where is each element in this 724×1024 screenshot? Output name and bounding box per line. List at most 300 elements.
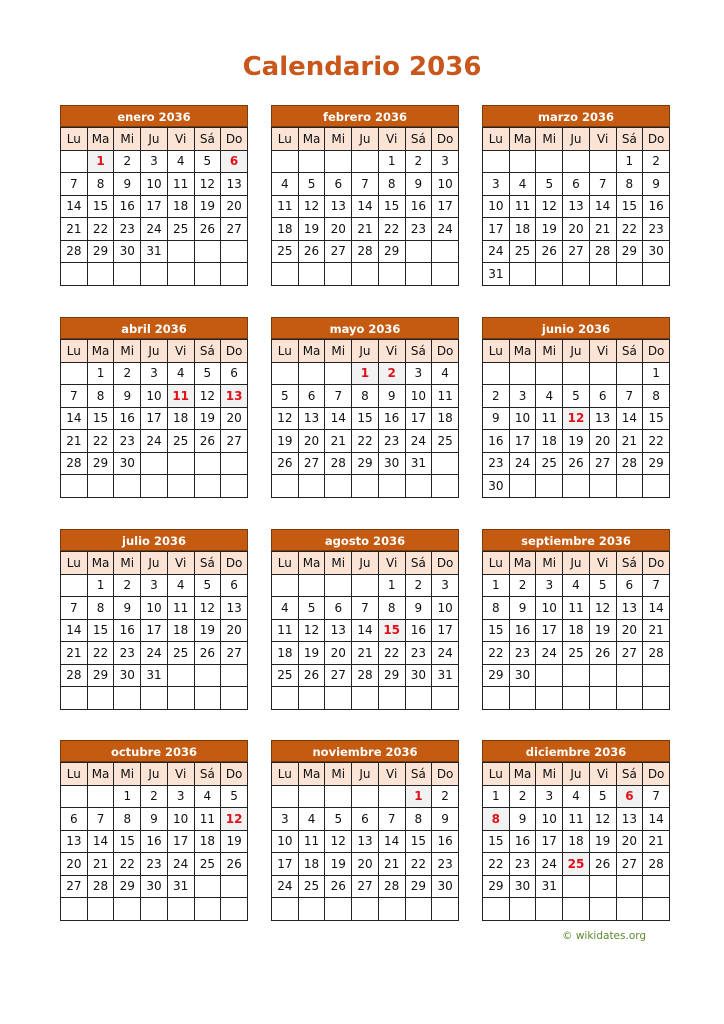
- month-block: [482, 529, 670, 710]
- day-cell: 14: [616, 407, 643, 430]
- day-cell: 4: [563, 574, 590, 597]
- day-cell: 13: [616, 597, 643, 620]
- day-cell: 11: [194, 808, 221, 831]
- week-row: [272, 362, 459, 385]
- week-row: [483, 263, 670, 286]
- day-cell: 31: [432, 664, 459, 687]
- weekday-header: Sá: [194, 128, 221, 151]
- day-cell: 8: [87, 173, 114, 196]
- day-cell: 22: [483, 642, 510, 665]
- day-cell: 16: [114, 619, 141, 642]
- day-cell: 26: [536, 240, 563, 263]
- empty-day-cell: [325, 898, 352, 921]
- weekday-header: Ma: [298, 763, 325, 786]
- day-cell: 29: [87, 452, 114, 475]
- day-cell: 21: [616, 430, 643, 453]
- day-cell: 7: [643, 785, 670, 808]
- weekday-header: Ju: [352, 340, 379, 363]
- day-cell: 26: [298, 240, 325, 263]
- day-cell: 26: [589, 853, 616, 876]
- week-row: [483, 642, 670, 665]
- empty-day-cell: [272, 362, 299, 385]
- day-cell: 23: [405, 642, 432, 665]
- day-cell: 14: [378, 830, 405, 853]
- weekday-header: Vi: [167, 552, 194, 575]
- month-block: [60, 740, 248, 921]
- day-cell: 13: [61, 830, 88, 853]
- day-cell: 29: [114, 875, 141, 898]
- empty-day-cell: [509, 475, 536, 498]
- month-title: agosto 2036: [271, 529, 459, 551]
- empty-day-cell: [589, 475, 616, 498]
- day-cell: 16: [432, 830, 459, 853]
- day-cell: 27: [616, 642, 643, 665]
- empty-day-cell: [536, 664, 563, 687]
- empty-day-cell: [114, 475, 141, 498]
- weekday-header: Do: [643, 763, 670, 786]
- day-cell: 7: [378, 808, 405, 831]
- empty-day-cell: [563, 263, 590, 286]
- day-cell: 18: [194, 830, 221, 853]
- empty-day-cell: [405, 240, 432, 263]
- empty-day-cell: [87, 475, 114, 498]
- empty-day-cell: [563, 898, 590, 921]
- empty-day-cell: [141, 687, 168, 710]
- empty-day-cell: [167, 664, 194, 687]
- day-cell: 28: [352, 240, 379, 263]
- day-cell: 13: [352, 830, 379, 853]
- day-cell: 6: [325, 597, 352, 620]
- empty-day-cell: [221, 664, 248, 687]
- holiday-day-cell: 11: [167, 385, 194, 408]
- day-cell: 10: [141, 597, 168, 620]
- day-cell: 21: [589, 218, 616, 241]
- empty-day-cell: [352, 898, 379, 921]
- day-cell: 5: [325, 808, 352, 831]
- week-row: [272, 664, 459, 687]
- empty-day-cell: [536, 150, 563, 173]
- day-cell: 11: [563, 597, 590, 620]
- week-row: [61, 452, 248, 475]
- day-cell: 5: [563, 385, 590, 408]
- day-cell: 27: [589, 452, 616, 475]
- day-cell: 1: [643, 362, 670, 385]
- week-row: [272, 195, 459, 218]
- day-cell: 7: [643, 574, 670, 597]
- day-cell: 20: [616, 619, 643, 642]
- empty-day-cell: [536, 362, 563, 385]
- day-cell: 16: [114, 195, 141, 218]
- holiday-day-cell: 1: [352, 362, 379, 385]
- empty-day-cell: [61, 475, 88, 498]
- empty-day-cell: [221, 898, 248, 921]
- day-cell: 4: [167, 574, 194, 597]
- week-row: [61, 195, 248, 218]
- day-cell: 16: [405, 619, 432, 642]
- weekday-header: Sá: [405, 128, 432, 151]
- day-cell: 13: [616, 808, 643, 831]
- empty-day-cell: [61, 687, 88, 710]
- month-title: diciembre 2036: [482, 740, 670, 762]
- week-row: [61, 407, 248, 430]
- week-row: [272, 263, 459, 286]
- day-cell: 27: [616, 853, 643, 876]
- day-cell: 14: [643, 597, 670, 620]
- day-cell: 3: [432, 574, 459, 597]
- day-cell: 3: [272, 808, 299, 831]
- empty-day-cell: [61, 574, 88, 597]
- day-cell: 31: [405, 452, 432, 475]
- day-cell: 22: [616, 218, 643, 241]
- empty-day-cell: [536, 263, 563, 286]
- day-cell: 12: [272, 407, 299, 430]
- week-row: [61, 664, 248, 687]
- weekday-header: Sá: [405, 340, 432, 363]
- day-cell: 25: [194, 853, 221, 876]
- weekday-header: Mi: [325, 552, 352, 575]
- weekday-header: Mi: [114, 128, 141, 151]
- day-cell: 27: [221, 218, 248, 241]
- day-cell: 13: [298, 407, 325, 430]
- day-cell: 19: [563, 430, 590, 453]
- empty-day-cell: [272, 898, 299, 921]
- week-row: [272, 173, 459, 196]
- empty-day-cell: [61, 785, 88, 808]
- day-cell: 30: [114, 240, 141, 263]
- day-cell: 5: [194, 362, 221, 385]
- empty-day-cell: [167, 240, 194, 263]
- day-cell: 18: [563, 830, 590, 853]
- week-row: [483, 240, 670, 263]
- day-cell: 28: [378, 875, 405, 898]
- day-cell: 21: [325, 430, 352, 453]
- weekday-header: Sá: [194, 552, 221, 575]
- holiday-day-cell: 2: [378, 362, 405, 385]
- month-block: [60, 105, 248, 286]
- day-cell: 11: [563, 808, 590, 831]
- day-cell: 28: [61, 240, 88, 263]
- day-cell: 16: [509, 830, 536, 853]
- day-cell: 18: [432, 407, 459, 430]
- day-cell: 5: [298, 173, 325, 196]
- day-cell: 9: [405, 173, 432, 196]
- week-row: [483, 853, 670, 876]
- day-cell: 8: [352, 385, 379, 408]
- empty-day-cell: [616, 263, 643, 286]
- empty-day-cell: [167, 263, 194, 286]
- holiday-day-cell: 15: [378, 619, 405, 642]
- day-cell: 29: [616, 240, 643, 263]
- day-cell: 3: [141, 574, 168, 597]
- day-cell: 16: [483, 430, 510, 453]
- empty-day-cell: [61, 150, 88, 173]
- day-cell: 28: [87, 875, 114, 898]
- day-cell: 19: [298, 642, 325, 665]
- day-cell: 17: [432, 619, 459, 642]
- empty-day-cell: [325, 362, 352, 385]
- empty-day-cell: [194, 240, 221, 263]
- day-cell: 5: [589, 785, 616, 808]
- day-cell: 8: [378, 597, 405, 620]
- day-cell: 22: [87, 218, 114, 241]
- month-table: [482, 551, 670, 710]
- empty-day-cell: [352, 150, 379, 173]
- week-row: [272, 619, 459, 642]
- day-cell: 23: [114, 430, 141, 453]
- day-cell: 12: [194, 173, 221, 196]
- day-cell: 18: [167, 407, 194, 430]
- empty-day-cell: [221, 452, 248, 475]
- day-cell: 11: [509, 195, 536, 218]
- empty-day-cell: [298, 687, 325, 710]
- week-row: [483, 808, 670, 831]
- month-title: octubre 2036: [60, 740, 248, 762]
- day-cell: 25: [432, 430, 459, 453]
- month-table: [60, 127, 248, 286]
- holiday-day-cell: 25: [563, 853, 590, 876]
- empty-day-cell: [194, 687, 221, 710]
- day-cell: 14: [61, 407, 88, 430]
- day-cell: 31: [141, 240, 168, 263]
- day-cell: 18: [563, 619, 590, 642]
- week-row: [61, 173, 248, 196]
- empty-day-cell: [298, 150, 325, 173]
- day-cell: 12: [536, 195, 563, 218]
- day-cell: 30: [432, 875, 459, 898]
- day-cell: 14: [643, 808, 670, 831]
- weekday-header: Ma: [509, 552, 536, 575]
- empty-day-cell: [141, 898, 168, 921]
- day-cell: 28: [352, 664, 379, 687]
- day-cell: 15: [87, 407, 114, 430]
- empty-day-cell: [87, 898, 114, 921]
- day-cell: 20: [221, 195, 248, 218]
- weekday-header: Mi: [536, 128, 563, 151]
- day-cell: 19: [589, 619, 616, 642]
- weekday-header: Ju: [352, 552, 379, 575]
- month-block: [482, 105, 670, 286]
- day-cell: 29: [87, 664, 114, 687]
- day-cell: 6: [221, 574, 248, 597]
- weekday-header: Do: [643, 552, 670, 575]
- day-cell: 6: [589, 385, 616, 408]
- day-cell: 14: [87, 830, 114, 853]
- day-cell: 9: [405, 597, 432, 620]
- day-cell: 25: [563, 642, 590, 665]
- empty-day-cell: [432, 263, 459, 286]
- day-cell: 27: [325, 240, 352, 263]
- day-cell: 3: [167, 785, 194, 808]
- month-block: [60, 317, 248, 498]
- day-cell: 16: [114, 407, 141, 430]
- day-cell: 28: [589, 240, 616, 263]
- empty-day-cell: [325, 150, 352, 173]
- day-cell: 18: [272, 218, 299, 241]
- weekday-header: Ma: [87, 128, 114, 151]
- weekday-header: Vi: [378, 552, 405, 575]
- week-row: [61, 687, 248, 710]
- empty-day-cell: [378, 475, 405, 498]
- week-row: [272, 853, 459, 876]
- empty-day-cell: [325, 785, 352, 808]
- day-cell: 19: [298, 218, 325, 241]
- empty-day-cell: [272, 263, 299, 286]
- empty-day-cell: [298, 574, 325, 597]
- weekday-header: Ju: [141, 128, 168, 151]
- day-cell: 19: [194, 195, 221, 218]
- month-table: [482, 339, 670, 498]
- day-cell: 4: [536, 385, 563, 408]
- weekday-header: Mi: [114, 340, 141, 363]
- day-cell: 29: [405, 875, 432, 898]
- day-cell: 24: [141, 642, 168, 665]
- day-cell: 4: [509, 173, 536, 196]
- day-cell: 19: [536, 218, 563, 241]
- empty-day-cell: [405, 475, 432, 498]
- day-cell: 6: [616, 574, 643, 597]
- day-cell: 10: [167, 808, 194, 831]
- day-cell: 23: [114, 218, 141, 241]
- week-row: [61, 853, 248, 876]
- day-cell: 16: [141, 830, 168, 853]
- day-cell: 3: [405, 362, 432, 385]
- month-title: marzo 2036: [482, 105, 670, 127]
- day-cell: 15: [114, 830, 141, 853]
- day-cell: 4: [298, 808, 325, 831]
- empty-day-cell: [483, 362, 510, 385]
- holiday-day-cell: 12: [221, 808, 248, 831]
- empty-day-cell: [509, 898, 536, 921]
- empty-day-cell: [194, 475, 221, 498]
- day-cell: 7: [589, 173, 616, 196]
- day-cell: 14: [325, 407, 352, 430]
- weekday-header: Ma: [87, 340, 114, 363]
- empty-day-cell: [589, 362, 616, 385]
- weekday-header: Ju: [563, 763, 590, 786]
- day-cell: 13: [563, 195, 590, 218]
- day-cell: 19: [194, 619, 221, 642]
- day-cell: 2: [509, 574, 536, 597]
- empty-day-cell: [432, 687, 459, 710]
- day-cell: 24: [536, 853, 563, 876]
- weekday-header: Mi: [325, 340, 352, 363]
- empty-day-cell: [272, 574, 299, 597]
- weekday-header: Vi: [378, 763, 405, 786]
- weekday-header: Do: [432, 552, 459, 575]
- day-cell: 6: [325, 173, 352, 196]
- weekday-header: Lu: [483, 763, 510, 786]
- month-table: [271, 762, 459, 921]
- week-row: [272, 830, 459, 853]
- day-cell: 19: [589, 830, 616, 853]
- day-cell: 30: [643, 240, 670, 263]
- day-cell: 18: [298, 853, 325, 876]
- day-cell: 20: [221, 407, 248, 430]
- month-table: [60, 762, 248, 921]
- week-row: [272, 687, 459, 710]
- day-cell: 14: [61, 195, 88, 218]
- day-cell: 16: [509, 619, 536, 642]
- empty-day-cell: [272, 475, 299, 498]
- day-cell: 6: [221, 362, 248, 385]
- day-cell: 30: [114, 664, 141, 687]
- weekday-header: Ju: [563, 340, 590, 363]
- empty-day-cell: [221, 263, 248, 286]
- week-row: [483, 664, 670, 687]
- empty-day-cell: [298, 785, 325, 808]
- day-cell: 25: [298, 875, 325, 898]
- day-cell: 1: [114, 785, 141, 808]
- empty-day-cell: [616, 898, 643, 921]
- day-cell: 31: [141, 664, 168, 687]
- day-cell: 30: [509, 875, 536, 898]
- empty-day-cell: [87, 263, 114, 286]
- weekday-header: Do: [432, 128, 459, 151]
- week-row: [61, 362, 248, 385]
- day-cell: 2: [483, 385, 510, 408]
- weekday-header: Do: [221, 552, 248, 575]
- day-cell: 20: [352, 853, 379, 876]
- day-cell: 2: [432, 785, 459, 808]
- week-row: [61, 830, 248, 853]
- day-cell: 21: [352, 642, 379, 665]
- day-cell: 27: [221, 430, 248, 453]
- month-title: enero 2036: [60, 105, 248, 127]
- month-title: junio 2036: [482, 317, 670, 339]
- weekday-header: Sá: [616, 340, 643, 363]
- weekday-header: Lu: [483, 340, 510, 363]
- day-cell: 9: [509, 597, 536, 620]
- weekday-header: Lu: [272, 128, 299, 151]
- empty-day-cell: [589, 875, 616, 898]
- weekday-header: Ju: [141, 340, 168, 363]
- empty-day-cell: [378, 785, 405, 808]
- empty-day-cell: [378, 898, 405, 921]
- day-cell: 8: [87, 385, 114, 408]
- day-cell: 17: [509, 430, 536, 453]
- day-cell: 7: [87, 808, 114, 831]
- empty-day-cell: [509, 150, 536, 173]
- weekday-header: Mi: [536, 763, 563, 786]
- day-cell: 22: [378, 642, 405, 665]
- day-cell: 2: [114, 574, 141, 597]
- day-cell: 20: [616, 830, 643, 853]
- day-cell: 11: [272, 619, 299, 642]
- week-row: [61, 597, 248, 620]
- day-cell: 11: [298, 830, 325, 853]
- day-cell: 10: [272, 830, 299, 853]
- day-cell: 20: [589, 430, 616, 453]
- empty-day-cell: [221, 240, 248, 263]
- day-cell: 27: [221, 642, 248, 665]
- week-row: [61, 150, 248, 173]
- week-row: [61, 574, 248, 597]
- day-cell: 23: [405, 218, 432, 241]
- day-cell: 9: [378, 385, 405, 408]
- weekday-header: Do: [643, 340, 670, 363]
- empty-day-cell: [272, 150, 299, 173]
- day-cell: 12: [298, 619, 325, 642]
- day-cell: 7: [325, 385, 352, 408]
- day-cell: 31: [483, 263, 510, 286]
- day-cell: 25: [167, 218, 194, 241]
- day-cell: 1: [616, 150, 643, 173]
- empty-day-cell: [643, 664, 670, 687]
- day-cell: 29: [483, 664, 510, 687]
- day-cell: 24: [536, 642, 563, 665]
- weekday-header: Vi: [589, 128, 616, 151]
- day-cell: 3: [432, 150, 459, 173]
